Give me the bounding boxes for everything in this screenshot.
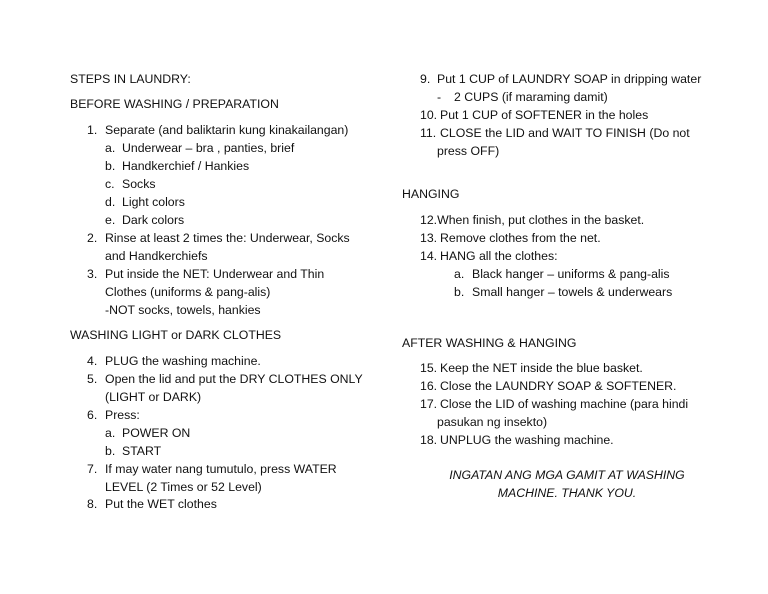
step-number: 11. (420, 126, 437, 140)
step-number: 7. (87, 462, 98, 476)
step-text-continued: LEVEL (2 Times or 52 Level) (105, 480, 262, 494)
step-number: 17. (420, 397, 438, 411)
step-text-continued: pasukan ng insekto) (437, 415, 548, 429)
step-text: Close the LAUNDRY SOAP & SOFTENER. (440, 379, 677, 393)
substep-text: Handkerchief / Hankies (122, 159, 250, 173)
substep-text: Socks (122, 177, 156, 191)
section-heading-hanging: HANGING (402, 187, 460, 201)
step-text: Put 1 CUP of SOFTENER in the holes (440, 108, 649, 122)
section-heading-before-washing: BEFORE WASHING / PREPARATION (70, 97, 279, 111)
step-text: HANG all the clothes: (440, 249, 558, 263)
step-text: UNPLUG the washing machine. (440, 433, 614, 447)
step-text: CLOSE the LID and WAIT TO FINISH (Do not (440, 126, 690, 140)
step-text: PLUG the washing machine. (105, 354, 261, 368)
section-heading-after-washing: AFTER WASHING & HANGING (402, 336, 577, 350)
step-number: 14. (420, 249, 438, 263)
substep-text: Black hanger – uniforms & pang-alis (472, 267, 670, 281)
step-number: 9. (420, 72, 431, 86)
substep-letter: c. (105, 177, 115, 191)
step-text: Rinse at least 2 times the: Underwear, Socks (105, 231, 350, 245)
step-number: 15. (420, 361, 438, 375)
document-title: STEPS IN LAUNDRY: (70, 72, 191, 86)
step-text: Remove clothes from the net. (440, 231, 601, 245)
substep-text: 2 CUPS (if maraming damit) (454, 90, 608, 104)
substep-text: Small hanger – towels & underwears (472, 285, 673, 299)
step-text: Put 1 CUP of LAUNDRY SOAP in dripping water (437, 72, 702, 86)
step-number: 16. (420, 379, 438, 393)
closing-note (437, 466, 697, 502)
substep-text: START (122, 444, 162, 458)
substep-letter: d. (105, 195, 116, 209)
sub-dash: - (437, 90, 442, 104)
substep-letter: a. (454, 267, 465, 281)
step-number: 5. (87, 372, 98, 386)
step-text: Close the LID of washing machine (para hindi (440, 397, 689, 411)
substep-letter: b. (105, 444, 116, 458)
substep-letter: b. (454, 285, 465, 299)
substep-letter: e. (105, 213, 116, 227)
step-number: 18. (420, 433, 438, 447)
step-text: Put the WET clothes (105, 497, 217, 511)
substep-text: Light colors (122, 195, 185, 209)
closing-note-line: INGATAN ANG MGA GAMIT AT WASHING (449, 468, 685, 482)
substep-letter: b. (105, 159, 116, 173)
step-text: If may water nang tumutulo, press WATER (105, 462, 337, 476)
step-text: Keep the NET inside the blue basket. (440, 361, 643, 375)
step-text-continued: press OFF) (437, 144, 500, 158)
closing-note-line: MACHINE. THANK YOU. (497, 486, 637, 500)
step-text-continued: (LIGHT or DARK) (105, 390, 202, 404)
substep-text: POWER ON (122, 426, 191, 440)
substep-text: Dark colors (122, 213, 185, 227)
substep-text: Underwear – bra , panties, brief (122, 141, 295, 155)
step-number: 13. (420, 231, 438, 245)
step-text-continued: and Handkerchiefs (105, 249, 208, 263)
step-number: 4. (87, 354, 98, 368)
step-number: 6. (87, 408, 98, 422)
step-text: Put inside the NET: Underwear and Thin (105, 267, 325, 281)
step-number: 10. (420, 108, 438, 122)
step-number: 3. (87, 267, 98, 281)
step-number: 1. (87, 123, 98, 137)
step-text: Open the lid and put the DRY CLOTHES ONLY (105, 372, 363, 386)
step-text: 12.When finish, put clothes in the basket. (420, 213, 645, 227)
step-text: Press: (105, 408, 140, 422)
section-heading-washing: WASHING LIGHT or DARK CLOTHES (70, 328, 282, 342)
step-text: Separate (and baliktarin kung kinakailangan) (105, 123, 349, 137)
step-number: 8. (87, 497, 98, 511)
step-text-continued: Clothes (uniforms & pang-alis) (105, 285, 271, 299)
substep-letter: a. (105, 426, 116, 440)
step-number: 2. (87, 231, 98, 245)
step-note: -NOT socks, towels, hankies (105, 303, 261, 317)
substep-letter: a. (105, 141, 116, 155)
